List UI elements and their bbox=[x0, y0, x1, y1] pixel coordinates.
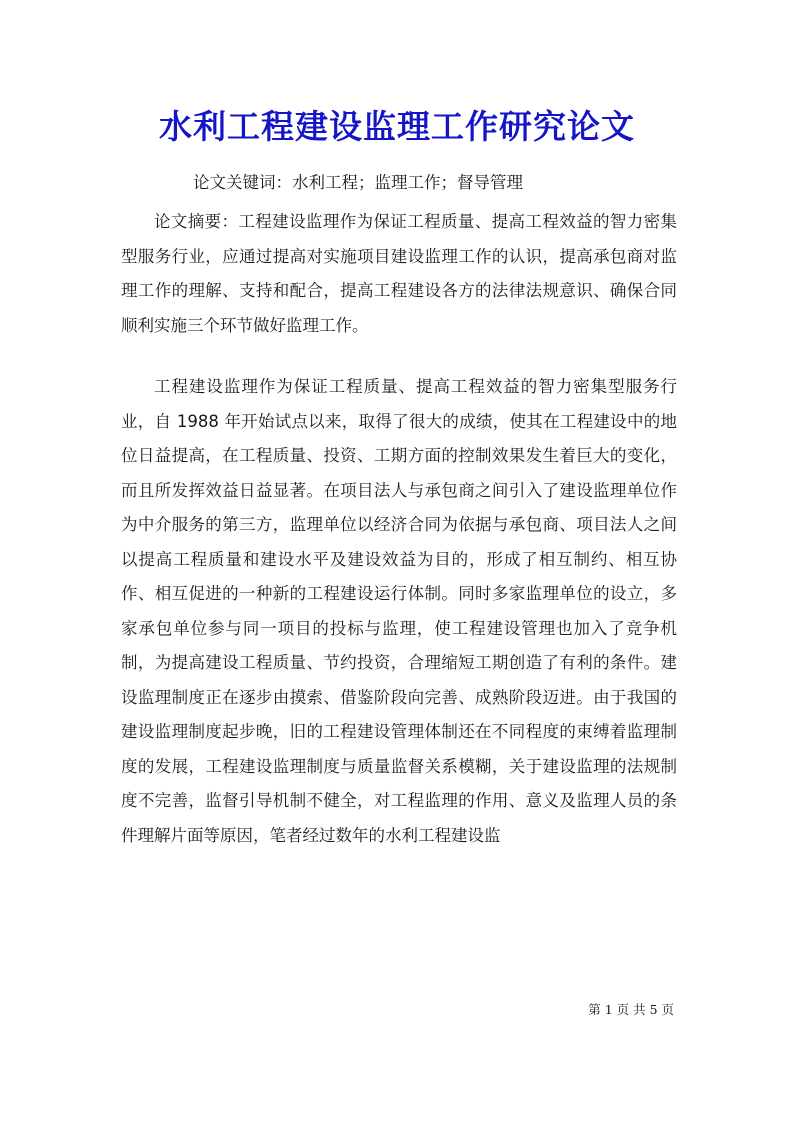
document-title: 水利工程建设监理工作研究论文 bbox=[159, 107, 635, 146]
keywords-line: 论文关键词：水利工程；监理工作；督导管理 bbox=[193, 173, 523, 192]
abstract-paragraph: 论文摘要：工程建设监理作为保证工程质量、提高工程效益的智力密集型服务行业，应通过提高对实施项目建设监理工作的认识，提高承包商对监理工作的理解、支持和配合，提高工程建设各方的法律法规意识、确保合同顺利实施三个环节做好监理工作。 bbox=[121, 212, 677, 335]
page-number: 第 1 页 共 5 页 bbox=[588, 1002, 674, 1017]
body-paragraph: 工程建设监理作为保证工程质量、提高工程效益的智力密集型服务行业，自 1988 年开始试点以来，取得了很大的成绩，使其在工程建设中的地位日益提高，在工程质量、投资、工期方面的控制效果发生着巨大的变化，而且所发挥效益日益显著。在项目法人与承包商之间引入了建设监理单位作为中介服务的第三方，监理单位以经济合同为依据与承包商、项目法人之间以提高工程质量和建设水平及建设效益为目的，形成了相互制约、相互协作、相互促进的一种新的工程建设运行体制。同时多家监理单位的设立，多家承包单位参与同一项目的投标与监理，使工程建设管理也加入了竞争机制，为提高建设工程质量、节约投资，合理缩短工期创造了有利的条件。建设监理制度正在逐步由摸索、借鉴阶段向完善、成熟阶段迈进。由于我国的建设监理制度起步晚，旧的工程建设管理体制还在不同程度的束缚着监理制度的发展，工程建设监理制度与质量监督关系模糊，关于建设监理的法规制度不完善，监督引导机制不健全，对工程监理的作用、意义及监理人员的条件理解片面等原因，笔者经过数年的水利工程建设监 bbox=[121, 377, 677, 845]
